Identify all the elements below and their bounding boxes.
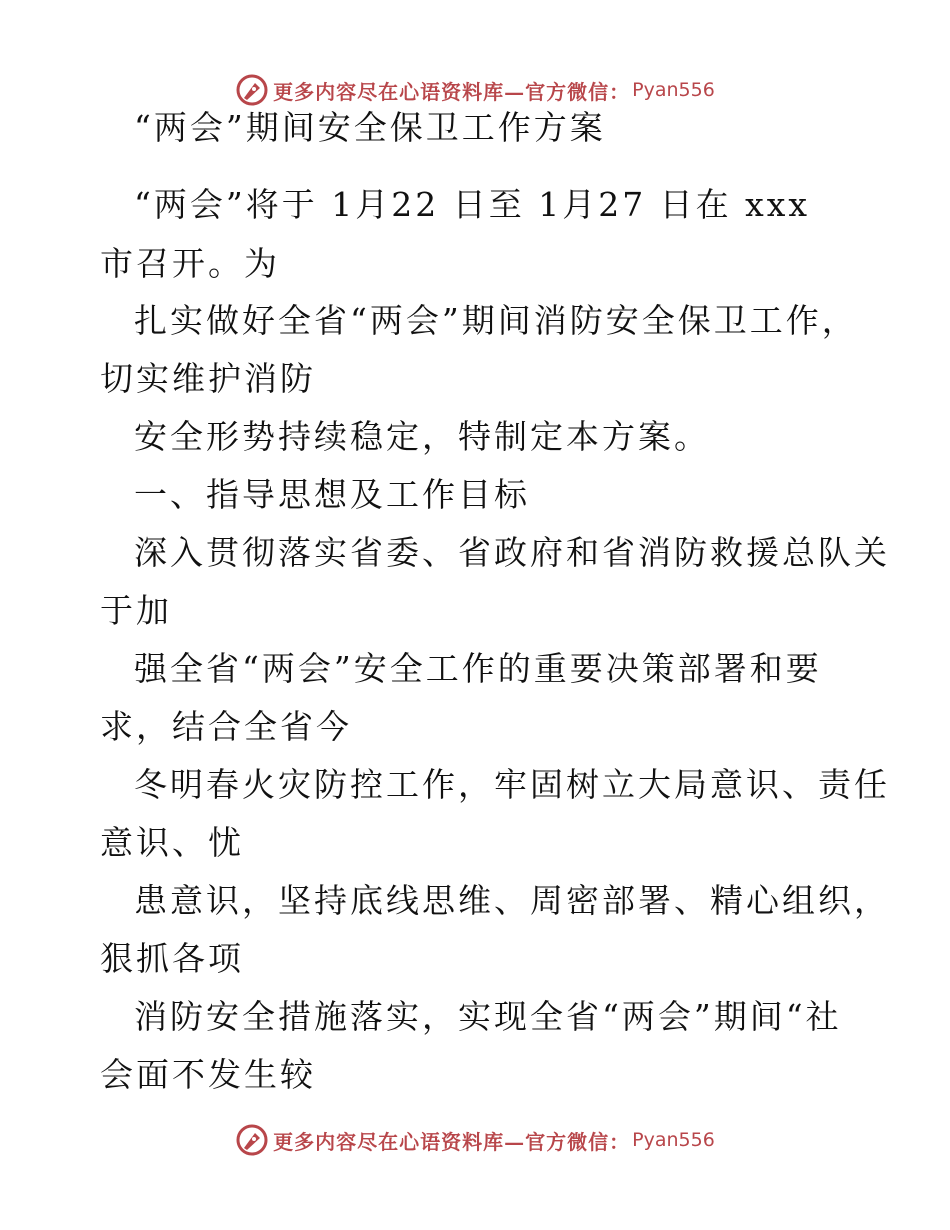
paragraph-line: “两会”将于 1月22 日至 1月27 日在 xxx <box>134 185 810 224</box>
paragraph-line: 安全形势持续稳定，特制定本方案。 <box>134 417 710 456</box>
paragraph-line: 患意识，坚持底线思维、周密部署、精心组织， <box>134 881 890 920</box>
paragraph-line: 深入贯彻落实省委、省政府和省消防救援总队关 <box>134 533 890 572</box>
section-heading: 一、指导思想及工作目标 <box>134 475 530 514</box>
watermark-banner-top <box>0 70 950 110</box>
paragraph-line: 消防安全措施落实，实现全省“两会”期间“社 <box>134 997 842 1036</box>
watermark-text: 更多内容尽在心语资料库—官方微信： <box>273 79 631 104</box>
watermark-banner-bottom <box>0 1120 950 1160</box>
paragraph-line: 会面不发生较 <box>100 1055 316 1094</box>
document-title: “两会”期间安全保卫工作方案 <box>134 108 606 147</box>
paragraph-line: 求，结合全省今 <box>100 707 352 746</box>
pen-nib-logo-icon <box>235 1123 269 1157</box>
paragraph-line: 市召开。为 <box>100 244 280 283</box>
paragraph-line: 狠抓各项 <box>100 939 244 978</box>
paragraph-line: 切实维护消防 <box>100 359 316 398</box>
pen-nib-logo-icon <box>235 73 269 107</box>
paragraph-line: 意识、忧 <box>100 823 244 862</box>
watermark-wechat-id: Pyan556 <box>632 79 715 101</box>
paragraph-line: 冬明春火灾防控工作，牢固树立大局意识、责任 <box>134 765 890 804</box>
watermark-wechat-id: Pyan556 <box>632 1129 715 1151</box>
watermark-text: 更多内容尽在心语资料库—官方微信： <box>273 1129 631 1154</box>
paragraph-line: 强全省“两会”安全工作的重要决策部署和要 <box>134 649 822 688</box>
paragraph-line: 于加 <box>100 591 172 630</box>
paragraph-line: 扎实做好全省“两会”期间消防安全保卫工作， <box>134 301 858 340</box>
